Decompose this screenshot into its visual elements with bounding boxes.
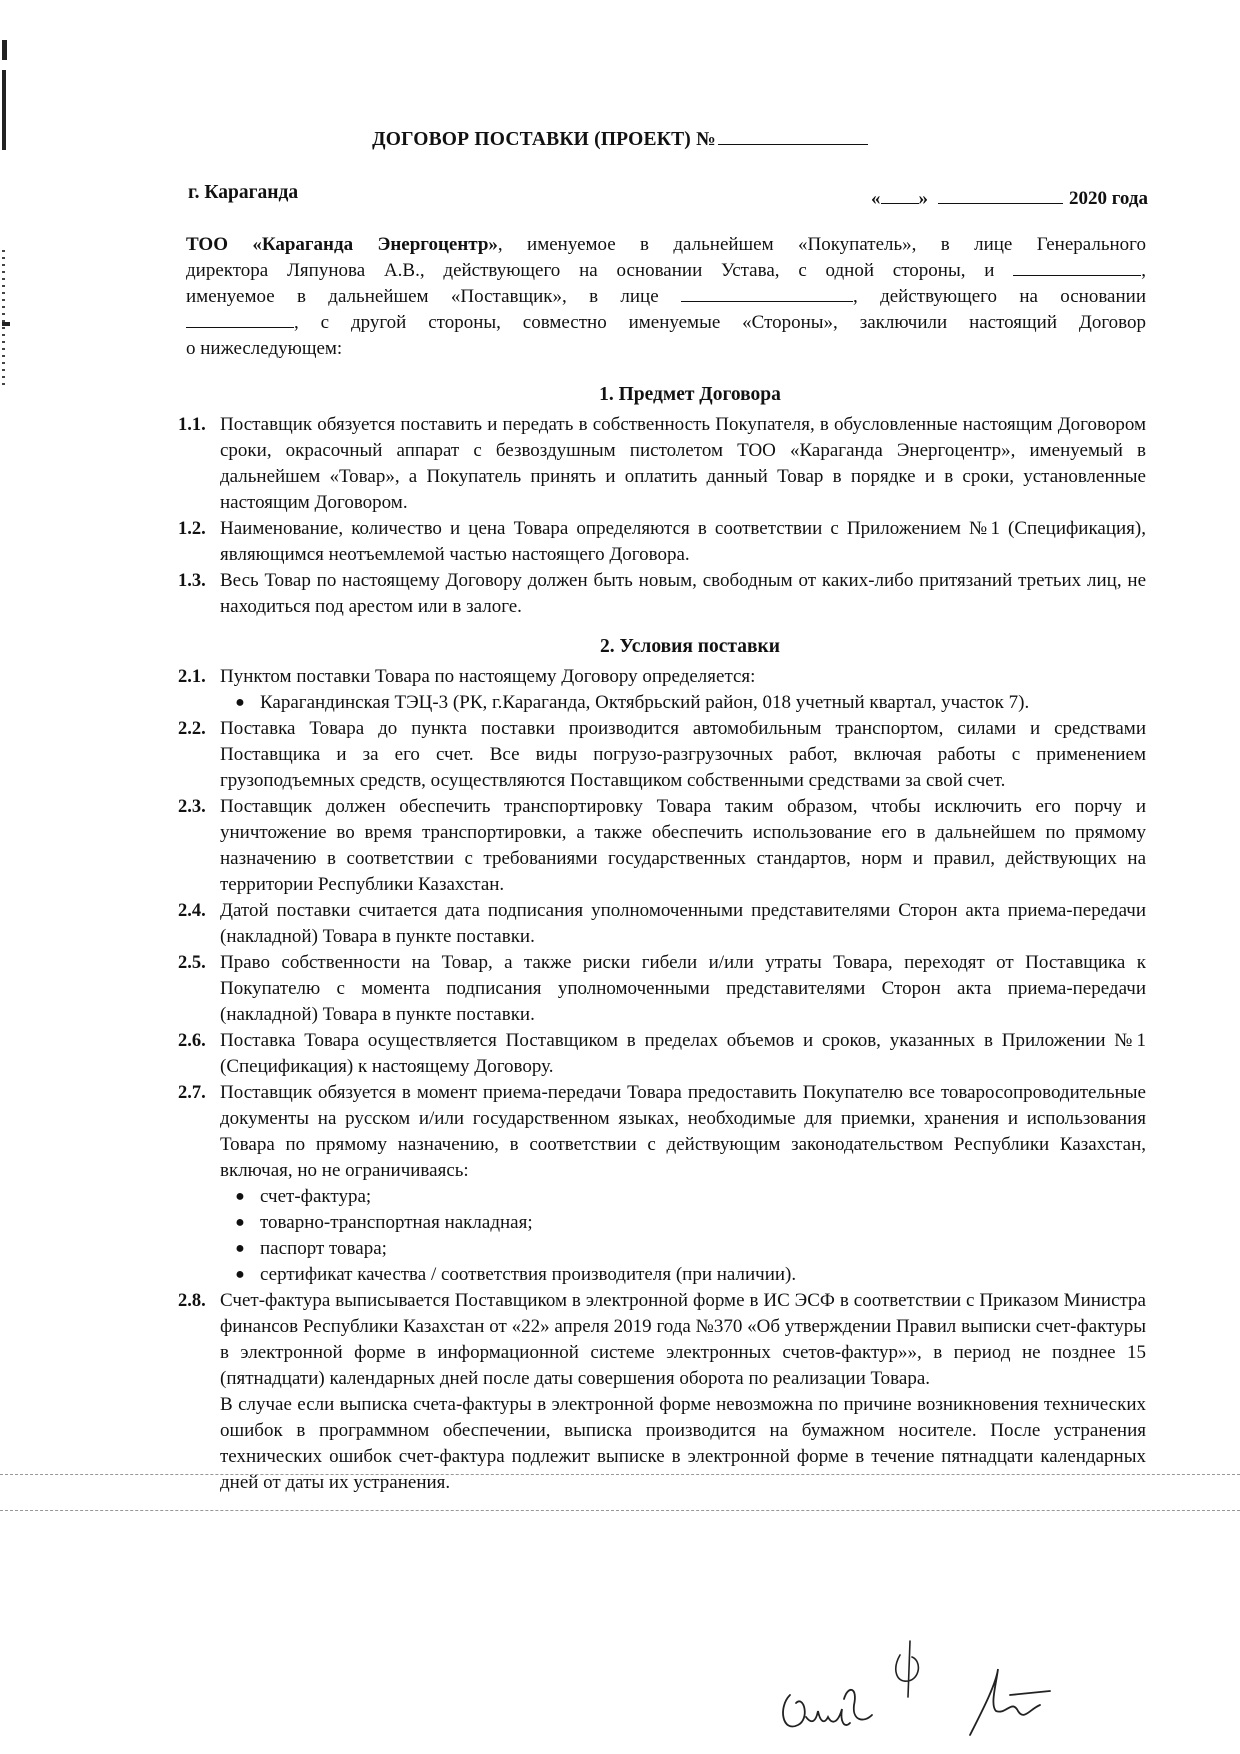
document-title-text: ДОГОВОР ПОСТАВКИ (ПРОЕКТ) № — [372, 129, 716, 150]
clause-text: Поставщик обязуется поставить и передать в собственность Покупателя, в обусловленные настоящим Договором сроки, окрасочный аппарат с безвоздушным пистолетом ТОО «Караганда Энергоцентр», именуемый в дальнейшем «Товар», а Покупатель принять и оплатить данный Товар в порядке и в сроки, установленные настоящим Договором. — [220, 414, 1146, 513]
scan-fold-line — [0, 1474, 1240, 1475]
date-quote-close: » — [918, 188, 929, 209]
date-year: 2020 года — [1069, 188, 1148, 209]
clause-text: Пунктом поставки Товара по настоящему Договору определяется: — [220, 666, 756, 687]
signature-icon — [783, 1690, 872, 1727]
clause-number: 1.2. — [178, 519, 206, 539]
bullet-icon: ● — [235, 1188, 245, 1205]
list-item-text: счет-фактура; — [260, 1186, 372, 1207]
clause-text: Право собственности на Товар, а также риски гибели и/или утраты Товара, переходят от Поставщика к Покупателю с момента подписания уполномоченными представителями Сторон акта приема-передачи (накладной) Товара в пункте поставки. — [220, 952, 1146, 1025]
preamble-text: именуемое в дальнейшем «Поставщик», в лице — [186, 286, 659, 307]
preamble-text: о нижеследующем: — [186, 338, 343, 359]
list-item — [220, 1184, 1146, 1210]
document-title — [0, 128, 1240, 151]
city: г. Караганда — [188, 182, 299, 203]
basis-blank — [186, 312, 294, 328]
clause-2-8 — [178, 1288, 1146, 1496]
clause-text: В случае если выписка счета-фактуры в электронной форме невозможна по причине возникновения технических ошибок в программном обеспечении, выписка производится на бумажном носителе. После устранения технических ошибок счет-фактура подлежит выписке в электронной форме в течение пятнадцати календарных дней от даты их устранения. — [220, 1394, 1146, 1493]
preamble-line — [186, 232, 1146, 258]
clause-text: Поставка Товара до пункта поставки производится автомобильным транспортом, силами и средствами Поставщика и за его счет. Все виды погрузо-разгрузочных работ, включая работы с применением грузоподъемных средств, осуществляются Поставщиком собственными средствами за свой счет. — [220, 718, 1146, 791]
clause-text: Поставщик должен обеспечить транспортировку Товара таким образом, чтобы исключить его порчу и уничтожение во время транспортировки, а также обеспечить использование его в дальнейшем по прямому назначению в соответствии с требованиями государственных стандартов, норм и правил, действующих на территории Республики Казахстан. — [220, 796, 1146, 895]
clause-2-3 — [178, 794, 1146, 898]
supplier-name-blank — [1013, 260, 1141, 276]
clause-1-3 — [178, 568, 1146, 620]
clause-1-2 — [178, 516, 1146, 568]
clause-2-5 — [178, 950, 1146, 1028]
clause-text: Счет-фактура выписывается Поставщиком в электронной форме в ИС ЭСФ в соответствии с Приказом Министра финансов Республики Казахстан от «22» апреля 2019 года №370 «Об утверждении Правил выписки счет-фактуры в электронной форме в информационной системе электронных счетов-фактур»», в период не позднее 15 (пятнадцати) календарных дней после даты совершения оборота по реализации Товара. — [220, 1290, 1146, 1389]
scan-mark — [2, 322, 10, 326]
delivery-point-list — [220, 690, 1146, 716]
clause-number: 1.3. — [178, 571, 206, 591]
preamble-text: , именуемое в дальнейшем «Покупатель», в лице Генерального — [497, 234, 1146, 255]
signature-icon — [896, 1641, 919, 1697]
clause-body — [220, 664, 1146, 716]
contract-date — [871, 188, 1148, 210]
preamble-text: директора Ляпунова А.В., действующего на основании Устава, с одной стороны, и — [186, 260, 995, 281]
section-1-heading: 1. Предмет Договора — [599, 384, 781, 405]
clause-number: 1.1. — [178, 415, 206, 435]
clause-number: 2.6. — [178, 1031, 206, 1051]
clause-text: Весь Товар по настоящему Договору должен быть новым, свободным от каких-либо притязаний третьих лиц, не находиться под арестом или в залоге. — [220, 570, 1146, 617]
clause-2-7 — [178, 1080, 1146, 1288]
preamble-line — [186, 284, 1146, 310]
preamble — [186, 232, 1146, 362]
scan-mark — [2, 250, 5, 390]
list-item — [220, 1236, 1146, 1262]
clause-number: 2.2. — [178, 719, 206, 739]
representative-blank — [681, 286, 853, 302]
bullet-icon: ● — [235, 1266, 245, 1283]
list-item — [220, 690, 1146, 716]
preamble-line — [186, 310, 1146, 336]
list-item — [220, 1210, 1146, 1236]
day-blank — [881, 188, 919, 204]
clause-text: Наименование, количество и цена Товара определяются в соответствии с Приложением №1 (Спецификация), являющимся неотъемлемой частью настоящего Договора. — [220, 518, 1146, 565]
preamble-line: директора Ляпунова А.В., действующего на основании Устава, с одной стороны, и , — [186, 260, 1147, 281]
list-item — [220, 1262, 1146, 1288]
contract-number-blank — [718, 128, 868, 145]
clause-body — [220, 1080, 1146, 1288]
date-quote-open: « — [871, 188, 881, 209]
party-buyer-name: ТОО «Караганда Энергоцентр» — [186, 234, 498, 255]
clause-body — [220, 1288, 1146, 1496]
clause-number: 2.8. — [178, 1291, 206, 1311]
list-item-text: товарно-транспортная накладная; — [260, 1212, 533, 1233]
list-item-text: паспорт товара; — [260, 1238, 387, 1259]
clause-number: 2.5. — [178, 953, 206, 973]
bullet-icon: ● — [235, 694, 245, 711]
documents-list — [220, 1184, 1146, 1288]
clause-text: Датой поставки считается дата подписания уполномоченными представителями Сторон акта приема-передачи (накладной) Товара в пункте поставки. — [220, 900, 1146, 947]
clause-2-4 — [178, 898, 1146, 950]
section-2-clauses — [178, 664, 1146, 1496]
clause-2-6 — [178, 1028, 1146, 1080]
clause-text: Поставка Товара осуществляется Поставщиком в пределах объемов и сроков, указанных в Приложении №1 (Спецификация) к настоящему Договору. — [220, 1030, 1146, 1077]
list-item-text: Карагандинская ТЭЦ-3 (РК, г.Караганда, Октябрьский район, 018 учетный квартал, участок 7). — [260, 692, 1030, 713]
clause-number: 2.3. — [178, 797, 206, 817]
month-blank — [938, 188, 1063, 204]
list-item-text: сертификат качества / соответствия производителя (при наличии). — [260, 1264, 797, 1285]
preamble-text: , с другой стороны, совместно именуемые «Стороны», заключили настоящий Договор — [294, 312, 1146, 333]
clause-number: 2.1. — [178, 667, 206, 687]
bullet-icon: ● — [235, 1214, 245, 1231]
scan-fold-line — [0, 1510, 1240, 1511]
clause-text: Поставщик обязуется в момент приема-передачи Товара предоставить Покупателю все товаросопроводительные документы на русском и/или государственном языках, необходимые для приемки, хранения и использования Товара по прямому назначению, в соответствии с действующим законодательством Республики Казахстан, включая, но не ограничиваясь: — [220, 1082, 1146, 1181]
preamble-text: , действующего на основании — [853, 286, 1146, 307]
clause-2-1 — [178, 664, 1146, 716]
clause-number: 2.4. — [178, 901, 206, 921]
clause-1-1 — [178, 412, 1146, 516]
clause-2-2 — [178, 716, 1146, 794]
clause-number: 2.7. — [178, 1083, 206, 1103]
scan-mark — [2, 40, 7, 60]
bullet-icon: ● — [235, 1240, 245, 1257]
signatures — [760, 1625, 1160, 1745]
section-1-clauses — [178, 412, 1146, 620]
signature-icon — [970, 1669, 1050, 1735]
preamble-line — [186, 336, 1146, 362]
section-2-heading: 2. Условия поставки — [600, 636, 780, 657]
